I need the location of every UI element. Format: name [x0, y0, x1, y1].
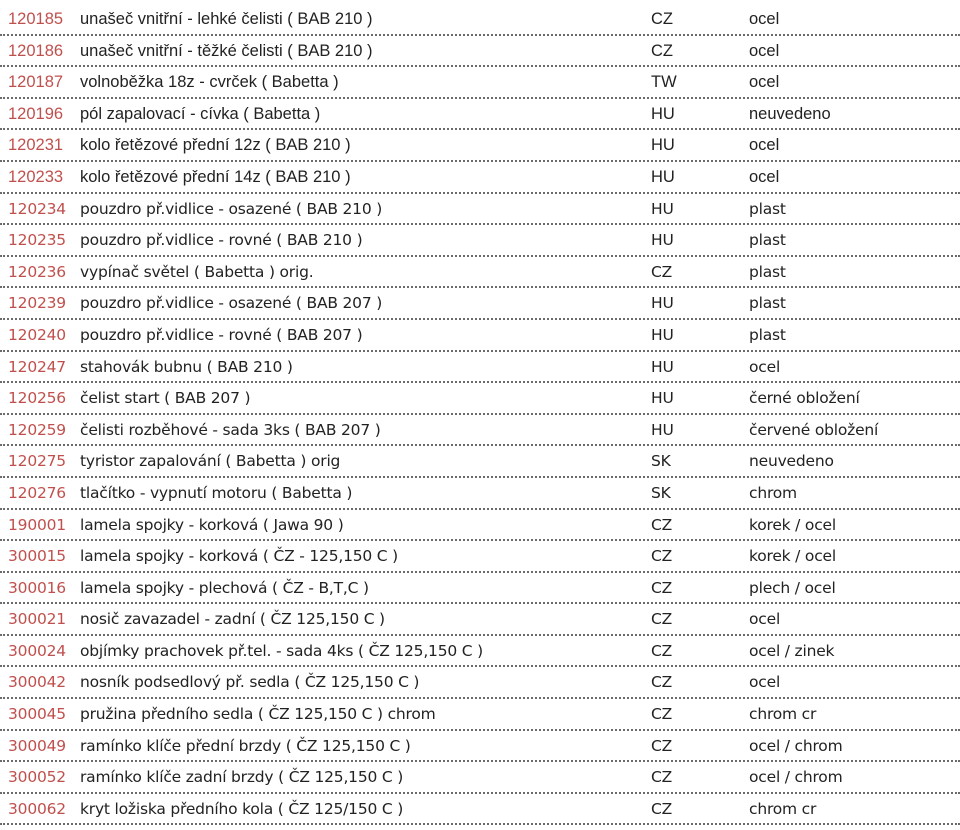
part-material: plast	[749, 199, 786, 218]
part-code: 120187	[8, 73, 64, 92]
part-code: 120240	[8, 325, 66, 344]
part-name: ramínko klíče přední brzdy ( ČZ 125,150 C )	[80, 736, 411, 755]
parts-table	[0, 4, 960, 825]
part-origin: CZ	[651, 262, 673, 281]
part-origin: CZ	[651, 10, 673, 28]
part-origin: CZ	[651, 547, 673, 566]
part-origin: SK	[651, 452, 671, 471]
table-row	[0, 4, 960, 36]
part-code: 120233	[8, 167, 64, 186]
part-origin: HU	[651, 167, 675, 186]
table-row	[0, 636, 960, 668]
part-name: stahovák bubnu ( BAB 210 )	[80, 357, 293, 376]
part-origin: HU	[651, 231, 674, 250]
part-name: lamela spojky - korková ( Jawa 90 )	[80, 515, 344, 534]
table-row	[0, 320, 960, 352]
part-origin: CZ	[651, 41, 673, 60]
part-material: ocel	[749, 673, 781, 692]
table-row	[0, 67, 960, 99]
part-origin: CZ	[651, 610, 673, 629]
part-name: kolo řetězové přední 14z ( BAB 210 )	[80, 167, 351, 186]
part-material: chrom	[749, 483, 797, 502]
part-name: unašeč vnitřní - těžké čelisti ( BAB 210 )	[80, 41, 373, 60]
part-code: 120235	[8, 231, 66, 250]
part-origin: HU	[651, 136, 675, 155]
part-name: kryt ložiska předního kola ( ČZ 125/150 C )	[80, 799, 404, 818]
part-material: plast	[749, 262, 786, 281]
part-material: plech / ocel	[749, 578, 836, 597]
part-name: pružina předního sedla ( ČZ 125,150 C ) chrom	[80, 705, 436, 724]
part-code: 120231	[8, 136, 64, 155]
part-origin: HU	[651, 199, 674, 218]
part-code: 300016	[8, 578, 66, 597]
table-row	[0, 699, 960, 731]
table-row	[0, 446, 960, 478]
part-origin: CZ	[651, 578, 673, 597]
part-name: nosník podsedlový př. sedla ( ČZ 125,150 C )	[80, 673, 420, 692]
part-code: 120196	[8, 104, 64, 123]
part-code: 300045	[8, 705, 66, 724]
part-origin: CZ	[651, 736, 673, 755]
part-name: vypínač světel ( Babetta ) orig.	[80, 262, 314, 281]
part-name: ramínko klíče zadní brzdy ( ČZ 125,150 C )	[80, 768, 404, 787]
part-code: 120186	[8, 41, 64, 60]
part-code: 300015	[8, 547, 66, 566]
part-material: ocel	[749, 10, 780, 28]
part-name: lamela spojky - plechová ( ČZ - B,T,C )	[80, 578, 369, 597]
part-material: ocel / chrom	[749, 736, 843, 755]
part-material: chrom cr	[749, 705, 817, 724]
table-row	[0, 352, 960, 384]
table-row	[0, 383, 960, 415]
table-row	[0, 162, 960, 194]
part-name: unašeč vnitřní - lehké čelisti ( BAB 210 )	[80, 10, 373, 28]
part-material: ocel	[749, 357, 781, 376]
part-name: pouzdro př.vidlice - rovné ( BAB 210 )	[80, 231, 363, 250]
part-material: chrom cr	[749, 799, 817, 818]
part-code: 120259	[8, 420, 66, 439]
table-row	[0, 36, 960, 68]
part-origin: CZ	[651, 768, 673, 787]
part-code: 300049	[8, 736, 66, 755]
part-material: ocel / chrom	[749, 768, 843, 787]
table-row	[0, 731, 960, 763]
part-origin: HU	[651, 104, 675, 123]
table-row	[0, 288, 960, 320]
part-code: 120247	[8, 357, 66, 376]
part-material: korek / ocel	[749, 515, 836, 534]
part-code: 120256	[8, 389, 66, 408]
table-row	[0, 604, 960, 636]
part-name: pouzdro př.vidlice - osazené ( BAB 207 )	[80, 294, 383, 313]
part-material: červené obložení	[749, 420, 879, 439]
part-code: 120236	[8, 262, 66, 281]
table-row	[0, 794, 960, 826]
table-row	[0, 478, 960, 510]
part-name: kolo řetězové přední 12z ( BAB 210 )	[80, 136, 351, 155]
part-name: pól zapalovací - cívka ( Babetta )	[80, 104, 321, 123]
part-material: plast	[749, 231, 786, 250]
part-material: ocel	[749, 73, 780, 92]
part-code: 300042	[8, 673, 66, 692]
part-material: černé obložení	[749, 389, 860, 408]
part-origin: HU	[651, 420, 674, 439]
part-origin: CZ	[651, 515, 673, 534]
part-material: korek / ocel	[749, 547, 836, 566]
part-code: 300021	[8, 610, 66, 629]
part-origin: TW	[651, 73, 677, 92]
part-origin: CZ	[651, 799, 673, 818]
table-row	[0, 667, 960, 699]
part-name: pouzdro př.vidlice - osazené ( BAB 210 )	[80, 199, 383, 218]
part-name: nosič zavazadel - zadní ( ČZ 125,150 C )	[80, 610, 385, 629]
part-name: tyristor zapalování ( Babetta ) orig	[80, 452, 341, 471]
part-code: 120239	[8, 294, 66, 313]
part-material: ocel	[749, 136, 780, 155]
part-name: čelist start ( BAB 207 )	[80, 389, 251, 408]
part-material: neuvedeno	[749, 452, 834, 471]
part-code: 300024	[8, 641, 66, 660]
part-code: 300052	[8, 768, 66, 787]
table-row	[0, 762, 960, 794]
part-material: plast	[749, 294, 786, 313]
table-row	[0, 573, 960, 605]
part-origin: CZ	[651, 673, 673, 692]
table-row	[0, 510, 960, 542]
part-origin: CZ	[651, 705, 673, 724]
part-material: plast	[749, 325, 786, 344]
part-origin: HU	[651, 357, 674, 376]
part-code: 120275	[8, 452, 66, 471]
part-name: tlačítko - vypnutí motoru ( Babetta )	[80, 483, 353, 502]
part-origin: HU	[651, 389, 674, 408]
part-name: pouzdro př.vidlice - rovné ( BAB 207 )	[80, 325, 363, 344]
table-row	[0, 225, 960, 257]
part-origin: CZ	[651, 641, 673, 660]
part-material: neuvedeno	[749, 104, 831, 123]
table-row	[0, 194, 960, 226]
table-row	[0, 415, 960, 447]
part-origin: SK	[651, 483, 671, 502]
part-code: 300062	[8, 799, 66, 818]
table-row	[0, 257, 960, 289]
part-name: objímky prachovek př.tel. - sada 4ks ( ČZ 125,150 C )	[80, 641, 483, 660]
part-code: 190001	[8, 515, 66, 534]
part-name: čelisti rozběhové - sada 3ks ( BAB 207 )	[80, 420, 381, 439]
table-row	[0, 541, 960, 573]
part-material: ocel	[749, 610, 781, 629]
part-code: 120276	[8, 483, 66, 502]
table-row	[0, 130, 960, 162]
table-row	[0, 99, 960, 131]
part-name: volnoběžka 18z - cvrček ( Babetta )	[80, 73, 339, 92]
part-origin: HU	[651, 294, 674, 313]
part-material: ocel	[749, 41, 780, 60]
part-material: ocel	[749, 167, 780, 186]
part-code: 120185	[8, 10, 64, 28]
part-name: lamela spojky - korková ( ČZ - 125,150 C )	[80, 547, 398, 566]
part-origin: HU	[651, 325, 674, 344]
part-code: 120234	[8, 199, 66, 218]
part-material: ocel / zinek	[749, 641, 835, 660]
